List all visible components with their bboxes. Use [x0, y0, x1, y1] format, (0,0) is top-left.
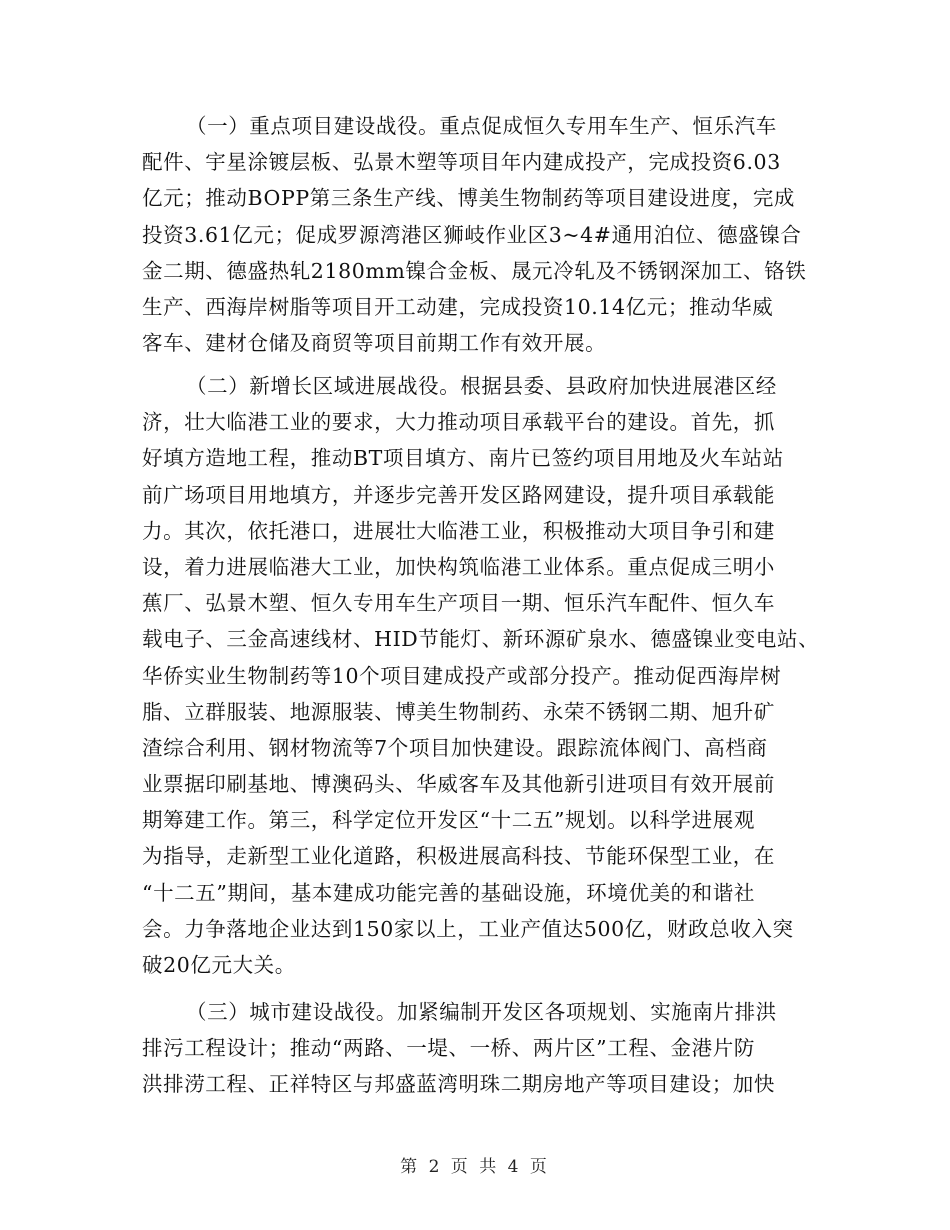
paragraph-line: 好填方造地工程，推动BT项目填方、南片已签约项目用地及火车站站	[142, 446, 784, 471]
paragraph-line: 载电子、三金高速线材、HID节能灯、新环源矿泉水、德盛镍业变电站、	[142, 627, 820, 652]
paragraph-line: 前广场项目用地填方，并逐步完善开发区路网建设，提升项目承载能	[142, 482, 775, 507]
paragraph-line: （一）重点项目建设战役。重点促成恒久专用车生产、恒乐汽车	[186, 114, 777, 138]
paragraph-line: 渣综合利用、钢材物流等7个项目加快建设。跟踪流体阀门、高档商	[142, 735, 768, 760]
paragraph-line: 期筹建工作。第三，科学定位开发区“十二五”规划。以科学进展观	[142, 808, 755, 833]
paragraph-2	[142, 368, 822, 983]
paragraph-line: 金二期、德盛热轧2180mm镍合金板、晟元冷轧及不锈钢深加工、铬铁	[142, 258, 807, 283]
paragraph-line: 排污工程设计；推动“两路、一堤、一桥、两片区”工程、金港片防	[142, 1036, 755, 1061]
paragraph-line: 破20亿元大关。	[142, 953, 296, 977]
paragraph-line: 设，着力进展临港大工业，加快构筑临港工业体系。重点促成三明小	[142, 554, 775, 579]
paragraph-line: 洪排涝工程、正祥特区与邦盛蓝湾明珠二期房地产等项目建设；加快	[142, 1072, 775, 1097]
paragraph-line: 会。力争落地企业达到150家以上，工业产值达500亿，财政总收入突	[142, 916, 794, 941]
paragraph-line: 济，壮大临港工业的要求，大力推动项目承载平台的建设。首先，抓	[142, 410, 775, 435]
paragraph-line: 客车、建材仓储及商贸等项目前期工作有效开展。	[142, 331, 607, 356]
paragraph-line: 业票据印刷基地、博澳码头、华威客车及其他新引进项目有效开展前	[142, 772, 775, 797]
paragraph-line: 脂、立群服装、地源服装、博美生物制药、永荣不锈钢二期、旭升矿	[142, 699, 775, 724]
paragraph-line: 生产、西海岸树脂等项目开工动建，完成投资10.14亿元；推动华威	[142, 294, 774, 319]
paragraph-line: 投资3.61亿元；促成罗源湾港区狮岐作业区3~4#通用泊位、德盛镍合	[142, 222, 802, 247]
paragraph-3	[142, 994, 822, 1103]
paragraph-line: （三）城市建设战役。加紧编制开发区各项规划、实施南片排洪	[186, 1000, 777, 1024]
paragraph-line: 华侨实业生物制药等10个项目建成投产或部分投产。推动促西海岸树	[142, 663, 782, 688]
page-number-footer: 第 2 页 共 4 页	[400, 1157, 550, 1177]
paragraph-line: 亿元；推动BOPP第三条生产线、博美生物制药等项目建设进度，完成	[142, 186, 796, 211]
paragraph-line: 力。其次，依托港口，进展壮大临港工业，积极推动大项目争引和建	[142, 518, 775, 543]
paragraph-line: （二）新增长区域进展战役。根据县委、县政府加快进展港区经	[186, 374, 777, 398]
paragraph-line: 蕉厂、弘景木塑、恒久专用车生产项目一期、恒乐汽车配件、恒久车	[142, 591, 775, 616]
paragraph-line: “十二五”期间，基本建成功能完善的基础设施，环境优美的和谐社	[142, 880, 755, 905]
paragraph-line: 配件、宇星涂镀层板、弘景木塑等项目年内建成投产，完成投资6.03	[142, 150, 781, 175]
paragraph-1	[142, 108, 822, 361]
paragraph-line: 为指导，走新型工业化道路，积极进展高科技、节能环保型工业，在	[142, 844, 775, 869]
